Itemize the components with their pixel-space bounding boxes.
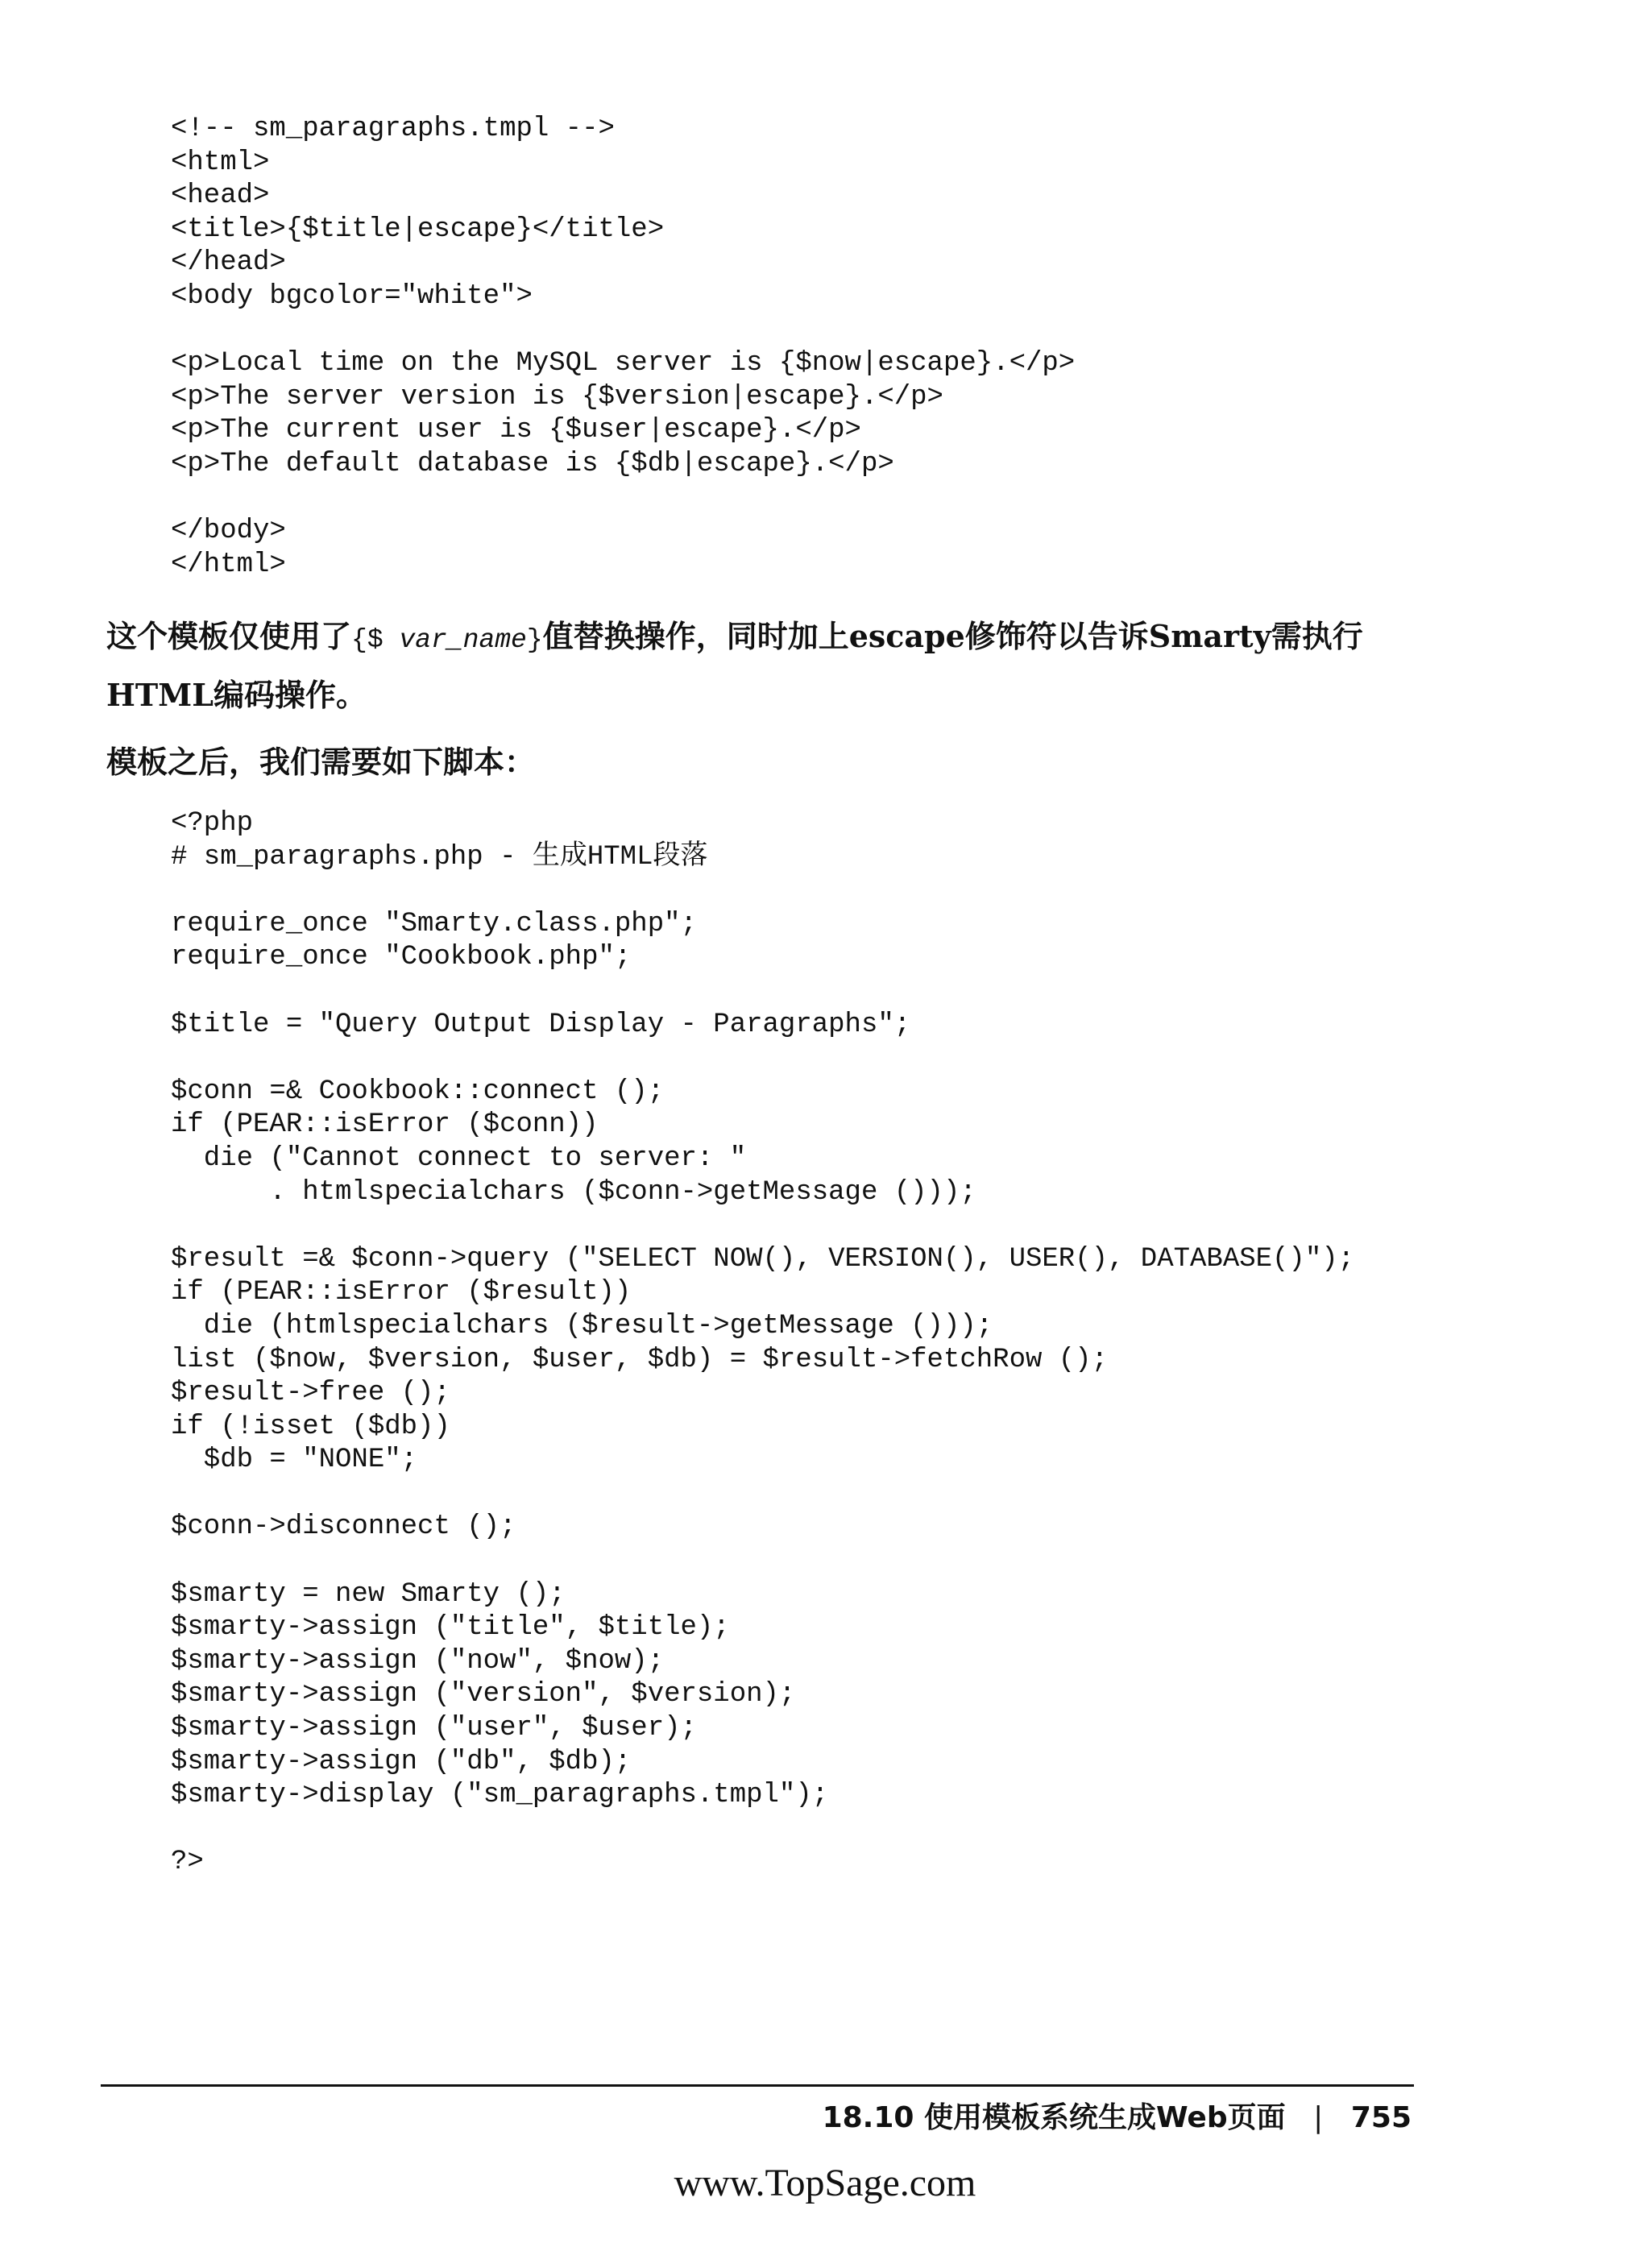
code-line: $smarty->assign ("now", $now); xyxy=(171,1645,665,1677)
template-explanation-paragraph xyxy=(106,609,1412,723)
code-line: </head> xyxy=(171,247,286,279)
footer-section-title: 使用模板系统生成Web页面 xyxy=(923,2101,1286,2134)
page-footer xyxy=(823,2095,1412,2136)
code-line: <!-- sm_paragraphs.tmpl --> xyxy=(171,114,615,144)
template-code-block xyxy=(171,113,1075,582)
code-line: $smarty->assign ("user", $user); xyxy=(171,1713,697,1744)
site-watermark: www.TopSage.com xyxy=(674,2162,976,2204)
code-line: <p>The default database is {$db|escape}.</p> xyxy=(171,448,894,479)
inline-code-suffix: } xyxy=(526,625,543,655)
code-line: list ($now, $version, $user, $db) = $result->fetchRow (); xyxy=(171,1344,1108,1375)
code-line: $title = "Query Output Display - Paragraphs"; xyxy=(171,1009,911,1040)
code-line: $result =& $conn->query ("SELECT NOW(), VERSION(), USER(), DATABASE()"); xyxy=(171,1243,1355,1275)
code-line: $smarty->assign ("title", $title); xyxy=(171,1612,730,1644)
code-line: $smarty->display ("sm_paragraphs.tmpl"); xyxy=(171,1780,829,1811)
code-line: <body bgcolor="white"> xyxy=(171,280,533,312)
code-line: $smarty->assign ("db", $db); xyxy=(171,1746,632,1777)
code-line: require_once "Smarty.class.php"; xyxy=(171,908,697,939)
code-line: <p>The server version is {$version|escape}.</p> xyxy=(171,381,943,413)
code-line: . htmlspecialchars ($conn->getMessage ())); xyxy=(171,1176,976,1208)
script-intro-paragraph: 模板之后，我们需要如下脚本： xyxy=(106,744,536,780)
code-line: </html> xyxy=(171,549,286,580)
code-line: if (PEAR::isError ($result)) xyxy=(171,1277,632,1308)
code-line: ?> xyxy=(171,1847,204,1878)
paragraph-text-after: 值替换操作，同时加上escape修饰符以告诉Smarty需执行HTML编码操作。 xyxy=(106,618,1363,713)
code-line: # sm_paragraphs.php - 生成HTML段落 xyxy=(171,841,708,873)
code-line: <p>Local time on the MySQL server is {$now|escape}.</p> xyxy=(171,348,1076,379)
code-line: if (!isset ($db)) xyxy=(171,1411,450,1442)
code-line: $smarty->assign ("version", $version); xyxy=(171,1679,796,1710)
page-number: 755 xyxy=(1350,2101,1412,2134)
code-line: </body> xyxy=(171,516,286,547)
code-line: <head> xyxy=(171,180,270,212)
code-line: $result->free (); xyxy=(171,1378,450,1409)
footer-separator: | xyxy=(1313,2101,1324,2134)
footer-section-number: 18.10 xyxy=(822,2101,914,2134)
code-line: <html> xyxy=(171,147,270,178)
code-line: require_once "Cookbook.php"; xyxy=(171,942,632,973)
inline-code-prefix: {$ xyxy=(351,625,400,655)
footer-rule xyxy=(101,2084,1414,2087)
code-line: $conn =& Cookbook::connect (); xyxy=(171,1076,665,1107)
code-line: die (htmlspecialchars ($result->getMessage ())); xyxy=(171,1310,993,1341)
code-line: <?php xyxy=(171,808,254,839)
php-script-code-block xyxy=(171,807,1354,1880)
paragraph-text-before: 这个模板仅使用了 xyxy=(106,618,352,654)
inline-code-var-name: var_name xyxy=(399,625,527,655)
code-line: $db = "NONE"; xyxy=(171,1445,418,1476)
code-line: $conn->disconnect (); xyxy=(171,1511,516,1543)
code-line: if (PEAR::isError ($conn)) xyxy=(171,1109,599,1141)
code-line: <p>The current user is {$user|escape}.</p> xyxy=(171,415,861,446)
code-line: $smarty = new Smarty (); xyxy=(171,1578,566,1610)
code-line: <title>{$title|escape}</title> xyxy=(171,214,665,245)
code-line: die ("Cannot connect to server: " xyxy=(171,1142,747,1174)
